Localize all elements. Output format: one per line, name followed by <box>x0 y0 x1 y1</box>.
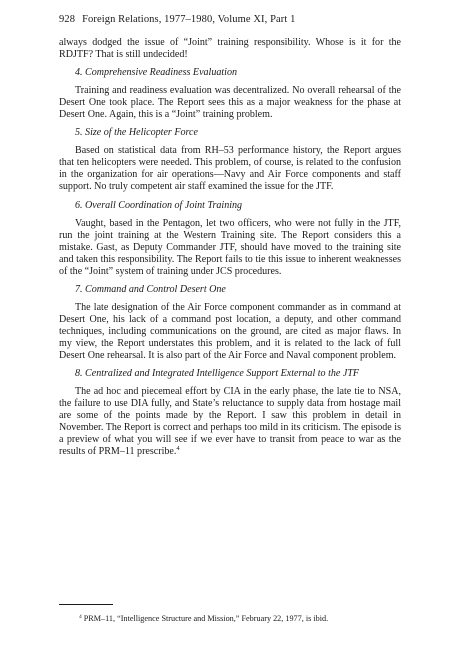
page-number: 928 <box>59 14 76 25</box>
section-heading-5: 5. Size of the Helicopter Force <box>75 127 198 139</box>
footnote-marker: 4 <box>79 614 82 620</box>
paragraph-readiness: Training and readiness evaluation was decentralized. No overall rehearsal of the Desert One took place. The Report sees this as a major weakness for the phase at Desert One. Again, this is a “Joint” training problem. <box>59 85 401 121</box>
paragraph-joint-training: Vaught, based in the Pentagon, let two officers, who were not fully in the JTF, run the joint training at the Western Training site. The Report considers this a mistake. Gast, as Deputy Commander JTF, should have moved to the training site and taken this responsibility. The Report fails to tie this issue to inherent weaknesses of the “Joint” system of training under JCS procedures. <box>59 217 401 277</box>
running-title: Foreign Relations, 1977–1980, Volume XI, Part 1 <box>82 14 296 25</box>
footnote-text: PRM–11, “Intelligence Structure and Mission,” February 22, 1977, is ibid. <box>83 614 329 623</box>
paragraph-helicopter: Based on statistical data from RH–53 performance history, the Report argues that ten helicopters were needed. This problem, of course, is related to the confusion in the organization for air operations—Navy and Air Force components and staff support. No truly competent air staff examined the issue for the JTF. <box>59 145 401 193</box>
paragraph-intelligence-text: The ad hoc and piecemeal effort by CIA in the early phase, the late tie to NSA, the failure to use DIA fully, and State’s reluctance to supply data from hostage mail are some of the points made by the Report. I saw this problem in detail in November. The Report is correct and perhaps too mild in its criticism. The episode is a preview of what you will see if we ever have to transit from peace to war as the results of PRM–11 prescribe. <box>59 386 401 458</box>
section-heading-8: 8. Centralized and Integrated Intelligence Support External to the JTF <box>75 368 360 380</box>
footnote <box>79 614 328 624</box>
section-heading-4: 4. Comprehensive Readiness Evaluation <box>75 67 238 79</box>
paragraph-intelligence <box>59 386 401 458</box>
paragraph-continued: always dodged the issue of “Joint” training responsibility. Whose is it for the RDJTF? That is still undecided! <box>59 37 401 61</box>
paragraph-command-control: The late designation of the Air Force component commander as in command at Desert One, his lack of a command post location, a deputy, and other command techniques, including communications on the ground, are cited as major flaws. In my view, the Report understates this problem, and it is related to the lack of full Desert One rehearsal. It is also part of the Air Force and Naval component problem. <box>59 301 401 362</box>
footnote-divider <box>59 604 113 605</box>
running-header <box>59 14 296 25</box>
section-heading-7: 7. Command and Control Desert One <box>75 283 226 295</box>
document-body <box>59 37 401 458</box>
footnote-reference: 4 <box>176 445 180 453</box>
section-heading-6: 6. Overall Coordination of Joint Training <box>75 199 243 211</box>
